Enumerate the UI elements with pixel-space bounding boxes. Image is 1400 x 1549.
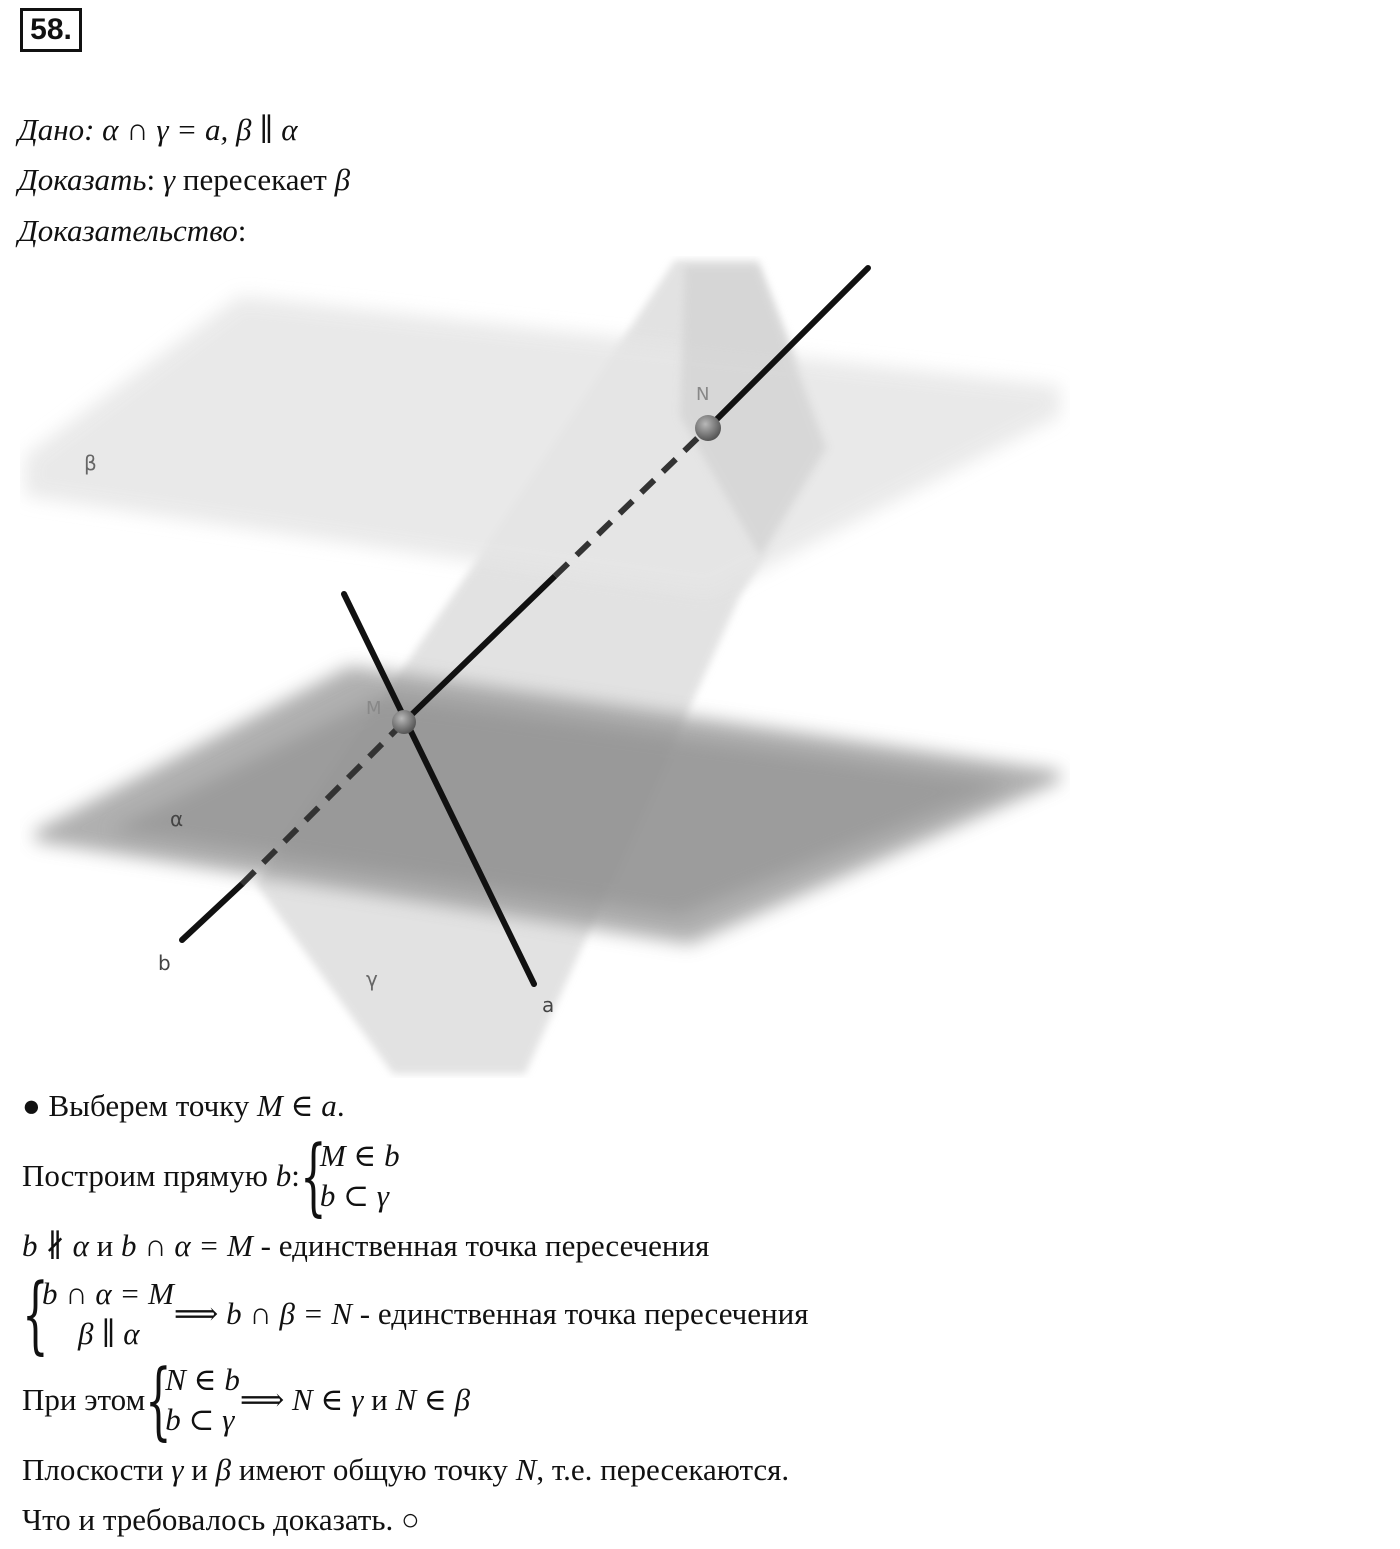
step6-and: и (183, 1452, 216, 1487)
label-M: M (366, 698, 382, 719)
step-unique-intersection-M (22, 1228, 709, 1264)
step4-text: - единственная точка пересечения (352, 1296, 809, 1331)
proof-heading (18, 213, 246, 249)
label-alpha: α (170, 807, 184, 831)
label-b: b (158, 951, 171, 975)
prove-beta: β (334, 162, 351, 197)
step4-row1: b ∩ α = M (42, 1276, 174, 1311)
step-construct-line (22, 1127, 400, 1225)
step2-row2: b ⊂ γ (319, 1178, 390, 1213)
step5-and: и (363, 1382, 396, 1417)
step-choose-point (22, 1088, 345, 1124)
step5-math1: N ∈ γ (292, 1382, 364, 1417)
given-formula: : α ∩ γ = a, β ∥ α (84, 112, 298, 147)
geometry-figure (20, 256, 1070, 1078)
step-N-in-planes (22, 1351, 471, 1449)
step2-var: b (275, 1158, 292, 1193)
step4-tail (174, 1296, 809, 1332)
prove-text: пересекает (175, 162, 335, 197)
proof-colon: : (237, 213, 247, 248)
step5-tail (240, 1382, 470, 1418)
step5-arrow: ⟹ (239, 1382, 293, 1417)
step6-t1: Плоскости (22, 1452, 172, 1487)
step3-math1: b ∦ α (22, 1228, 89, 1263)
brace-icon: { (299, 1127, 327, 1225)
step2-label (22, 1158, 300, 1194)
plane-beta (25, 296, 1060, 596)
problem-number: 58. (20, 8, 82, 52)
brace-icon: { (145, 1351, 172, 1449)
step4-system (22, 1265, 174, 1363)
step6-beta: β (215, 1452, 232, 1487)
step3-math2: b ∩ α = M (121, 1228, 253, 1263)
given-label: Дано (18, 112, 85, 147)
label-gamma: γ (366, 967, 378, 991)
step1-math: M ∈ a (257, 1088, 337, 1123)
step5-text: При этом (22, 1382, 146, 1417)
given-line (18, 112, 298, 148)
step4-math: b ∩ β = N (226, 1296, 353, 1331)
label-N: N (696, 384, 710, 405)
point-M (392, 710, 416, 734)
label-beta: β (84, 451, 97, 475)
step6-gamma: γ (171, 1452, 184, 1487)
proof-label: Доказательство (18, 213, 238, 248)
step6-N: N (515, 1452, 537, 1487)
step4-row2: β ∥ α (78, 1316, 140, 1351)
step4-arrow: ⟹ (173, 1296, 227, 1331)
step5-row2: b ⊂ γ (165, 1402, 235, 1437)
prove-gamma: γ (162, 162, 176, 197)
brace-icon: { (22, 1265, 49, 1363)
step3-text: - единственная точка пересечения (252, 1228, 710, 1263)
step2-system (299, 1127, 400, 1225)
step2-colon: : (291, 1158, 300, 1193)
step1-text: ● Выберем точку (22, 1088, 258, 1123)
prove-colon: : (146, 162, 163, 197)
step6-t2: имеют общую точку (231, 1452, 516, 1487)
step5-math2: N ∈ β (395, 1382, 471, 1417)
step2-row1: M ∈ b (319, 1138, 400, 1173)
line-b-lower-solid (182, 884, 242, 940)
step-conclusion (22, 1452, 789, 1488)
step5-row1: N ∈ b (165, 1362, 240, 1397)
step2-text: Построим прямую (22, 1158, 276, 1193)
step5-system (145, 1351, 240, 1449)
step1-end: . (336, 1088, 345, 1123)
step-qed: Что и требовалось доказать. ○ (22, 1502, 420, 1537)
label-a: a (542, 993, 555, 1017)
step3-and: и (88, 1228, 122, 1263)
prove-label: Доказать (18, 162, 147, 197)
point-N (695, 415, 721, 441)
prove-line (18, 162, 350, 198)
step-unique-intersection-N (22, 1265, 809, 1363)
step6-t3: , т.е. пересекаются. (536, 1452, 790, 1487)
